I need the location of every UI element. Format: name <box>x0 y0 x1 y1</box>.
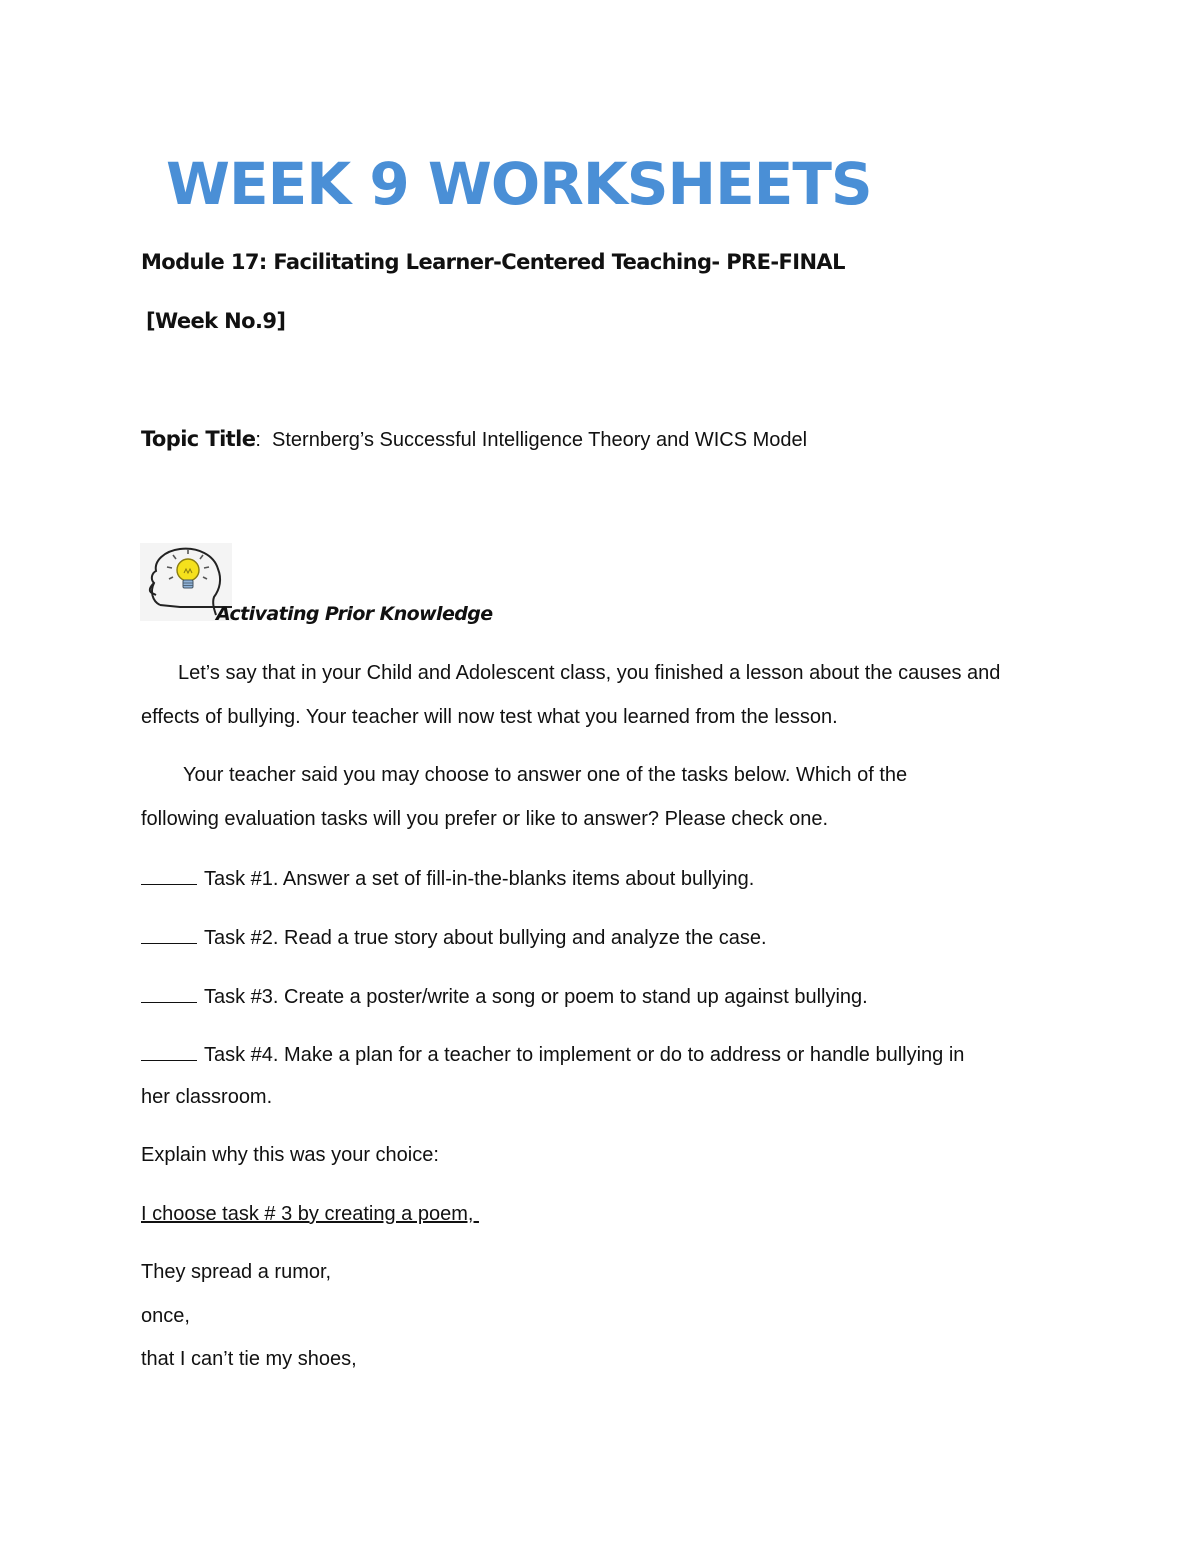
task-text: Task #4. Make a plan for a teacher to implement or do to address or handle bullying in <box>204 1044 965 1066</box>
task-text: Task #3. Create a poster/write a song or poem to stand up against bullying. <box>204 986 868 1008</box>
paragraph-1-line-1: Let’s say that in your Child and Adolescent class, you finished a lesson about the causes and <box>178 662 1001 684</box>
page-title: WEEK 9 WORKSHEETS <box>166 150 872 218</box>
poem-line: They spread a rumor, <box>141 1261 332 1283</box>
check-blank[interactable] <box>141 984 197 1003</box>
paragraph-2-line-2: following evaluation tasks will you prefer or like to answer? Please check one. <box>141 808 829 830</box>
task-item-3 <box>141 984 868 1009</box>
task-text: Task #1. Answer a set of fill-in-the-blanks items about bullying. <box>204 868 755 890</box>
paragraph-2-line-1: Your teacher said you may choose to answer one of the tasks below. Which of the <box>183 764 908 786</box>
week-number: [Week No.9] <box>146 309 286 333</box>
topic-colon: : <box>255 429 273 451</box>
explain-prompt: Explain why this was your choice: <box>141 1144 439 1166</box>
section-heading: Activating Prior Knowledge <box>216 603 493 625</box>
check-blank[interactable] <box>141 925 197 944</box>
topic-label: Topic Title <box>141 427 256 451</box>
task-text: Task #2. Read a true story about bullying and analyze the case. <box>204 927 767 949</box>
task-item-4 <box>141 1042 964 1067</box>
poem-line: that I can’t tie my shoes, <box>141 1348 357 1370</box>
topic-title-line <box>141 427 807 452</box>
topic-value: Sternberg’s Successful Intelligence Theory and WICS Model <box>272 429 808 451</box>
task-item-4-continued: her classroom. <box>141 1086 273 1108</box>
task-item-1 <box>141 866 754 891</box>
check-blank[interactable] <box>141 1042 197 1061</box>
answer-choice: I choose task # 3 by creating a poem, <box>141 1203 479 1225</box>
paragraph-1-line-2: effects of bullying. Your teacher will now test what you learned from the lesson. <box>141 706 838 728</box>
module-line: Module 17: Facilitating Learner-Centered Teaching- PRE-FINAL <box>141 250 845 274</box>
task-item-2 <box>141 925 767 950</box>
check-blank[interactable] <box>141 866 197 885</box>
poem-line: once, <box>141 1305 190 1327</box>
